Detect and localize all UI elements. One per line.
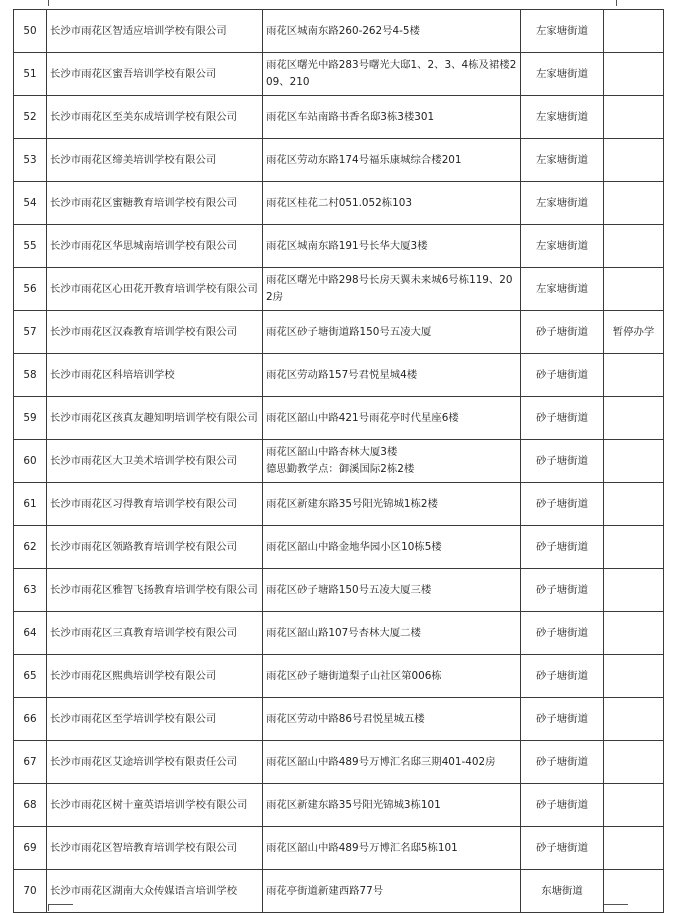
school-name-cell: 长沙市雨花区蜜吾培训学校有限公司 <box>47 53 263 96</box>
street-name-cell: 左家塘街道 <box>521 53 604 96</box>
school-address-cell: 雨花区新建东路35号阳光锦城3栋101 <box>263 784 521 827</box>
street-name-cell: 左家塘街道 <box>521 268 604 311</box>
street-name-cell: 左家塘街道 <box>521 139 604 182</box>
street-name-cell: 东塘街道 <box>521 870 604 913</box>
school-address-cell: 雨花区曙光中路283号曙光大邸1、2、3、4栋及裙楼209、210 <box>263 53 521 96</box>
school-address-cell: 雨花区曙光中路298号长房天翼未来城6号栋119、202房 <box>263 268 521 311</box>
street-name-cell: 砂子塘街道 <box>521 397 604 440</box>
row-number-cell: 51 <box>14 53 47 96</box>
crop-mark-bottom-left <box>48 904 73 911</box>
table-row <box>14 698 664 741</box>
row-number-cell: 52 <box>14 96 47 139</box>
schools-table-body <box>14 10 664 913</box>
school-address-cell: 雨花区韶山中路489号万博汇名邸5栋101 <box>263 827 521 870</box>
schools-table <box>13 9 664 913</box>
crop-mark-top-left <box>48 0 61 6</box>
row-number-cell: 58 <box>14 354 47 397</box>
school-name-cell: 长沙市雨花区华思城南培训学校有限公司 <box>47 225 263 268</box>
table-row <box>14 827 664 870</box>
remark-cell <box>604 827 664 870</box>
table-row <box>14 784 664 827</box>
street-name-cell: 砂子塘街道 <box>521 569 604 612</box>
school-address-cell: 雨花区车站南路书香名邸3栋3楼301 <box>263 96 521 139</box>
school-name-cell: 长沙市雨花区至学培训学校有限公司 <box>47 698 263 741</box>
remark-cell <box>604 440 664 483</box>
row-number-cell: 54 <box>14 182 47 225</box>
row-number-cell: 61 <box>14 483 47 526</box>
table-row <box>14 53 664 96</box>
remark-cell <box>604 612 664 655</box>
row-number-cell: 69 <box>14 827 47 870</box>
school-name-cell: 长沙市雨花区雅智飞扬教育培训学校有限公司 <box>47 569 263 612</box>
remark-cell <box>604 53 664 96</box>
school-address-cell: 雨花区桂花二村051.052栋103 <box>263 182 521 225</box>
street-name-cell: 砂子塘街道 <box>521 440 604 483</box>
school-name-cell: 长沙市雨花区树十童英语培训学校有限公司 <box>47 784 263 827</box>
remark-cell <box>604 483 664 526</box>
crop-mark-bottom-right <box>604 904 628 911</box>
school-address-cell: 雨花区城南东路191号长华大厦3楼 <box>263 225 521 268</box>
crop-mark-top-right <box>604 0 617 6</box>
school-address-cell: 雨花区劳动东路174号福乐康城综合楼201 <box>263 139 521 182</box>
row-number-cell: 60 <box>14 440 47 483</box>
school-name-cell: 长沙市雨花区科培培训学校 <box>47 354 263 397</box>
school-address-cell: 雨花区劳动中路86号君悦星城五楼 <box>263 698 521 741</box>
school-name-cell: 长沙市雨花区湖南大众传媒语言培训学校 <box>47 870 263 913</box>
table-row <box>14 655 664 698</box>
table-row <box>14 397 664 440</box>
remark-cell <box>604 225 664 268</box>
remark-cell <box>604 526 664 569</box>
school-address-cell: 雨花亭街道新建西路77号 <box>263 870 521 913</box>
remark-cell <box>604 569 664 612</box>
school-address-cell: 雨花区劳动路157号君悦星城4楼 <box>263 354 521 397</box>
school-name-cell: 长沙市雨花区心田花开教育培训学校有限公司 <box>47 268 263 311</box>
table-row <box>14 225 664 268</box>
school-address-cell: 雨花区砂子塘街道梨子山社区第006栋 <box>263 655 521 698</box>
remark-cell <box>604 741 664 784</box>
street-name-cell: 左家塘街道 <box>521 10 604 53</box>
school-address-cell: 雨花区韶山中路金地华园小区10栋5楼 <box>263 526 521 569</box>
school-address-cell: 雨花区城南东路260-262号4-5楼 <box>263 10 521 53</box>
table-row <box>14 268 664 311</box>
school-name-cell: 长沙市雨花区缔美培训学校有限公司 <box>47 139 263 182</box>
school-address-cell: 雨花区新建东路35号阳光锦城1栋2楼 <box>263 483 521 526</box>
table-row <box>14 741 664 784</box>
remark-cell <box>604 268 664 311</box>
street-name-cell: 砂子塘街道 <box>521 784 604 827</box>
street-name-cell: 砂子塘街道 <box>521 526 604 569</box>
row-number-cell: 70 <box>14 870 47 913</box>
street-name-cell: 砂子塘街道 <box>521 612 604 655</box>
table-row <box>14 96 664 139</box>
school-address-cell: 雨花区韶山路107号杏林大厦二楼 <box>263 612 521 655</box>
table-row <box>14 311 664 354</box>
school-name-cell: 长沙市雨花区大卫美术培训学校有限公司 <box>47 440 263 483</box>
remark-cell <box>604 10 664 53</box>
remark-cell: 暂停办学 <box>604 311 664 354</box>
row-number-cell: 64 <box>14 612 47 655</box>
street-name-cell: 左家塘街道 <box>521 225 604 268</box>
street-name-cell: 砂子塘街道 <box>521 655 604 698</box>
row-number-cell: 63 <box>14 569 47 612</box>
school-name-cell: 长沙市雨花区蜜糖教育培训学校有限公司 <box>47 182 263 225</box>
school-name-cell: 长沙市雨花区孩真友趣知明培训学校有限公司 <box>47 397 263 440</box>
row-number-cell: 50 <box>14 10 47 53</box>
row-number-cell: 68 <box>14 784 47 827</box>
table-row <box>14 354 664 397</box>
school-address-cell: 雨花区砂子塘街道路150号五凌大厦 <box>263 311 521 354</box>
remark-cell <box>604 698 664 741</box>
remark-cell <box>604 182 664 225</box>
row-number-cell: 57 <box>14 311 47 354</box>
remark-cell <box>604 655 664 698</box>
school-name-cell: 长沙市雨花区智培教育培训学校有限公司 <box>47 827 263 870</box>
school-name-cell: 长沙市雨花区智适应培训学校有限公司 <box>47 10 263 53</box>
remark-cell <box>604 354 664 397</box>
school-address-cell: 雨花区砂子塘路150号五凌大厦三楼 <box>263 569 521 612</box>
table-row <box>14 440 664 483</box>
table-row <box>14 139 664 182</box>
row-number-cell: 59 <box>14 397 47 440</box>
row-number-cell: 62 <box>14 526 47 569</box>
table-row <box>14 870 664 913</box>
school-name-cell: 长沙市雨花区汉森教育培训学校有限公司 <box>47 311 263 354</box>
street-name-cell: 左家塘街道 <box>521 96 604 139</box>
table-row <box>14 526 664 569</box>
school-address-cell: 雨花区韶山中路421号雨花亭时代星座6楼 <box>263 397 521 440</box>
school-name-cell: 长沙市雨花区三真教育培训学校有限公司 <box>47 612 263 655</box>
street-name-cell: 砂子塘街道 <box>521 741 604 784</box>
street-name-cell: 砂子塘街道 <box>521 311 604 354</box>
school-name-cell: 长沙市雨花区习得教育培训学校有限公司 <box>47 483 263 526</box>
row-number-cell: 65 <box>14 655 47 698</box>
school-address-cell: 雨花区韶山中路杏林大厦3楼 德思勤教学点：御溪国际2栋2楼 <box>263 440 521 483</box>
school-name-cell: 长沙市雨花区领路教育培训学校有限公司 <box>47 526 263 569</box>
table-row <box>14 483 664 526</box>
street-name-cell: 砂子塘街道 <box>521 827 604 870</box>
table-row <box>14 182 664 225</box>
row-number-cell: 66 <box>14 698 47 741</box>
row-number-cell: 67 <box>14 741 47 784</box>
street-name-cell: 砂子塘街道 <box>521 698 604 741</box>
street-name-cell: 砂子塘街道 <box>521 354 604 397</box>
school-name-cell: 长沙市雨花区至美东成培训学校有限公司 <box>47 96 263 139</box>
row-number-cell: 55 <box>14 225 47 268</box>
school-name-cell: 长沙市雨花区艾途培训学校有限责任公司 <box>47 741 263 784</box>
remark-cell <box>604 784 664 827</box>
street-name-cell: 砂子塘街道 <box>521 483 604 526</box>
row-number-cell: 56 <box>14 268 47 311</box>
row-number-cell: 53 <box>14 139 47 182</box>
remark-cell <box>604 139 664 182</box>
remark-cell <box>604 96 664 139</box>
school-address-cell: 雨花区韶山中路489号万博汇名邸三期401-402房 <box>263 741 521 784</box>
remark-cell <box>604 397 664 440</box>
table-row <box>14 569 664 612</box>
school-name-cell: 长沙市雨花区熙典培训学校有限公司 <box>47 655 263 698</box>
table-row <box>14 10 664 53</box>
table-row <box>14 612 664 655</box>
street-name-cell: 左家塘街道 <box>521 182 604 225</box>
